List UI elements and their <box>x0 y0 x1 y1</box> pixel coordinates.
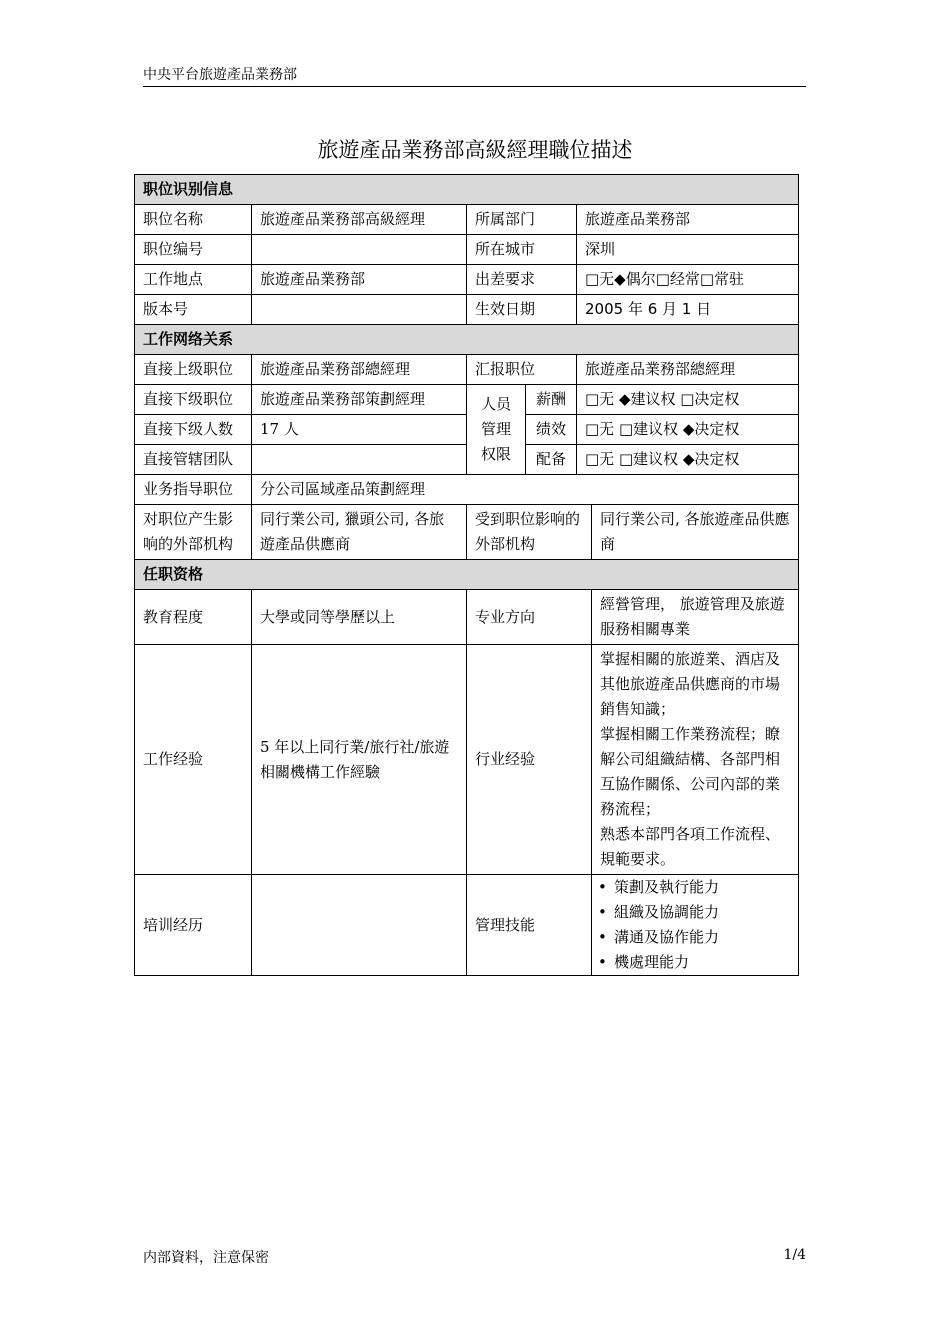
field-label: 所在城市 <box>467 235 577 265</box>
field-value: 5 年以上同行業/旅行社/旅遊相關機構工作經驗 <box>252 645 467 875</box>
field-label: 教育程度 <box>135 590 252 645</box>
list-item: • 組織及協調能力 <box>596 900 794 925</box>
field-label: 职位编号 <box>135 235 252 265</box>
table-row <box>135 235 799 265</box>
field-label: 专业方向 <box>467 590 592 645</box>
authority-type: 绩效 <box>526 415 577 445</box>
field-label: 所属部门 <box>467 205 577 235</box>
page-header <box>143 66 806 87</box>
authority-value: □无 ◆建议权 □决定权 <box>577 385 799 415</box>
page-footer <box>143 1247 806 1267</box>
field-value: 經營管理， 旅遊管理及旅遊服務相關專業 <box>592 590 799 645</box>
field-value <box>592 875 799 976</box>
section-heading: 任职资格 <box>135 560 799 590</box>
field-label: 工作地点 <box>135 265 252 295</box>
section-network-header <box>135 325 799 355</box>
field-label: 生效日期 <box>467 295 577 325</box>
industry-experience-item: 掌握相關的旅遊業、酒店及其他旅遊產品供應商的市場銷售知識； <box>600 650 781 718</box>
document-title: 旅遊產品業務部高級經理職位描述 <box>317 138 633 162</box>
field-value: 旅遊產品業務部 <box>252 265 467 295</box>
section-heading: 工作网络关系 <box>135 325 799 355</box>
field-value <box>252 235 467 265</box>
field-value <box>252 875 467 976</box>
section-identity-header <box>135 175 799 205</box>
industry-experience-item: 掌握相關工作業務流程；瞭解公司組織結構、各部門相互協作關係、公司內部的業務流程； <box>600 725 781 818</box>
field-label: 直接管辖团队 <box>135 445 252 475</box>
field-label: 直接上级职位 <box>135 355 252 385</box>
field-label: 直接下级职位 <box>135 385 252 415</box>
field-value: 旅遊產品業務部總經理 <box>577 355 799 385</box>
field-value: 同行業公司, 各旅遊產品供應商 <box>592 505 799 560</box>
field-value: 旅遊產品業務部 <box>577 205 799 235</box>
table-row <box>135 265 799 295</box>
field-label: 培训经历 <box>135 875 252 976</box>
table-row <box>135 475 799 505</box>
field-value: 分公司區域產品策劃經理 <box>252 475 799 505</box>
field-label: 出差要求 <box>467 265 577 295</box>
field-label: 工作经验 <box>135 645 252 875</box>
field-label: 版本号 <box>135 295 252 325</box>
list-item: • 溝通及協作能力 <box>596 925 794 950</box>
authority-type: 薪酬 <box>526 385 577 415</box>
field-value <box>252 295 467 325</box>
list-item: • 策劃及執行能力 <box>596 875 794 900</box>
authority-type: 配备 <box>526 445 577 475</box>
field-value: 旅遊產品業務部高級經理 <box>252 205 467 235</box>
industry-experience-item: 熟悉本部門各項工作流程、規範要求。 <box>600 825 781 868</box>
list-item: • 機處理能力 <box>596 950 794 975</box>
field-value: 2005 年 6 月 1 日 <box>577 295 799 325</box>
table-row <box>135 590 799 645</box>
table-row <box>135 645 799 875</box>
table-row <box>135 355 799 385</box>
field-label: 业务指导职位 <box>135 475 252 505</box>
field-value: □无◆偶尔□经常□常驻 <box>577 265 799 295</box>
field-value: 大學或同等學歷以上 <box>252 590 467 645</box>
table-row <box>135 205 799 235</box>
field-label: 行业经验 <box>467 645 592 875</box>
table-row <box>135 505 799 560</box>
field-value: 17 人 <box>252 415 467 445</box>
field-label: 管理技能 <box>467 875 592 976</box>
field-value <box>252 445 467 475</box>
field-value: 旅遊產品業務部策劃經理 <box>252 385 467 415</box>
field-label: 直接下级人数 <box>135 415 252 445</box>
table-row <box>135 385 799 415</box>
field-value: 同行業公司, 獵頭公司, 各旅遊產品供應商 <box>252 505 467 560</box>
page-number: 1/4 <box>783 1247 806 1263</box>
authority-value: □无 □建议权 ◆决定权 <box>577 415 799 445</box>
section-qualification-header <box>135 560 799 590</box>
confidential-note: 内部資料，注意保密 <box>143 1250 269 1266</box>
field-label: 受到职位影响的外部机构 <box>467 505 592 560</box>
authority-label: 人员管理权限 <box>467 385 526 475</box>
field-label: 对职位产生影响的外部机构 <box>135 505 252 560</box>
field-label: 汇报职位 <box>467 355 577 385</box>
section-heading: 职位识别信息 <box>135 175 799 205</box>
field-value: 旅遊產品業務部總經理 <box>252 355 467 385</box>
header-prefix: 中央平台 <box>143 67 199 83</box>
table-row <box>135 295 799 325</box>
field-value: 深圳 <box>577 235 799 265</box>
authority-value: □无 □建议权 ◆决定权 <box>577 445 799 475</box>
job-description-table <box>134 174 799 976</box>
field-label: 职位名称 <box>135 205 252 235</box>
header-department: 旅遊產品業務部 <box>199 67 297 83</box>
field-value <box>592 645 799 875</box>
skill-list <box>596 875 794 975</box>
table-row <box>135 875 799 976</box>
